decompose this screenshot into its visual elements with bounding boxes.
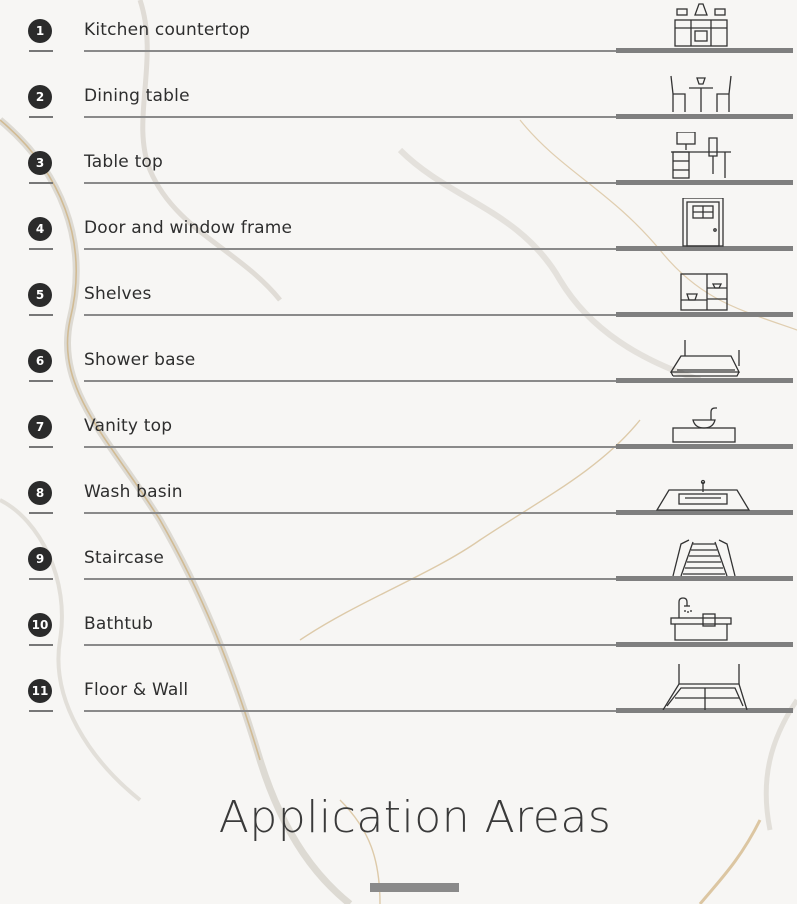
divider-line	[84, 644, 617, 646]
item-number: 8	[28, 481, 52, 505]
list-item-10	[0, 594, 797, 660]
item-number: 2	[28, 85, 52, 109]
divider-line	[84, 512, 617, 514]
number-underline	[29, 116, 53, 118]
staircase-icon	[655, 528, 755, 578]
page-title: Application Areas	[218, 792, 612, 843]
divider-line	[84, 380, 617, 382]
list-item-4	[0, 198, 797, 264]
item-number: 7	[28, 415, 52, 439]
item-label: Wash basin	[84, 482, 183, 502]
item-label: Door and window frame	[84, 218, 293, 238]
divider-line	[84, 710, 617, 712]
list-item-8	[0, 462, 797, 528]
list-item-6	[0, 330, 797, 396]
number-underline	[29, 578, 53, 580]
kitchen-icon	[655, 0, 755, 50]
number-underline	[29, 50, 53, 52]
item-label: Staircase	[84, 548, 165, 568]
item-number: 4	[28, 217, 52, 241]
shelves-icon	[655, 264, 755, 314]
list-item-9	[0, 528, 797, 594]
number-underline	[29, 248, 53, 250]
item-label: Shelves	[84, 284, 152, 304]
shower-base-icon	[655, 330, 755, 380]
number-underline	[29, 446, 53, 448]
floor-wall-icon	[655, 660, 755, 710]
item-number: 5	[28, 283, 52, 307]
divider-line	[84, 578, 617, 580]
list-item-7	[0, 396, 797, 462]
item-number: 11	[28, 679, 52, 703]
item-number: 9	[28, 547, 52, 571]
wash-basin-icon	[655, 462, 755, 512]
item-label: Vanity top	[84, 416, 173, 436]
divider-line	[84, 248, 617, 250]
item-label: Floor & Wall	[84, 680, 189, 700]
bathtub-icon	[655, 594, 755, 644]
number-underline	[29, 512, 53, 514]
dining-table-icon	[655, 66, 755, 116]
item-label: Table top	[84, 152, 164, 172]
item-label: Bathtub	[84, 614, 154, 634]
list-item-1	[0, 0, 797, 66]
desk-icon	[655, 132, 755, 182]
list-item-2	[0, 66, 797, 132]
divider-line	[84, 314, 617, 316]
list-item-5	[0, 264, 797, 330]
vanity-top-icon	[655, 396, 755, 446]
item-label: Kitchen countertop	[84, 20, 251, 40]
divider-line	[84, 116, 617, 118]
number-underline	[29, 644, 53, 646]
number-underline	[29, 182, 53, 184]
list-item-3	[0, 132, 797, 198]
door-icon	[655, 198, 755, 248]
item-label: Dining table	[84, 86, 190, 106]
number-underline	[29, 314, 53, 316]
divider-line	[84, 446, 617, 448]
number-underline	[29, 710, 53, 712]
item-number: 10	[28, 613, 52, 637]
item-number: 6	[28, 349, 52, 373]
divider-line	[84, 50, 617, 52]
bottom-accent-bar	[370, 883, 459, 892]
item-label: Shower base	[84, 350, 196, 370]
number-underline	[29, 380, 53, 382]
list-item-11	[0, 660, 797, 726]
divider-line	[84, 182, 617, 184]
item-number: 3	[28, 151, 52, 175]
item-number: 1	[28, 19, 52, 43]
